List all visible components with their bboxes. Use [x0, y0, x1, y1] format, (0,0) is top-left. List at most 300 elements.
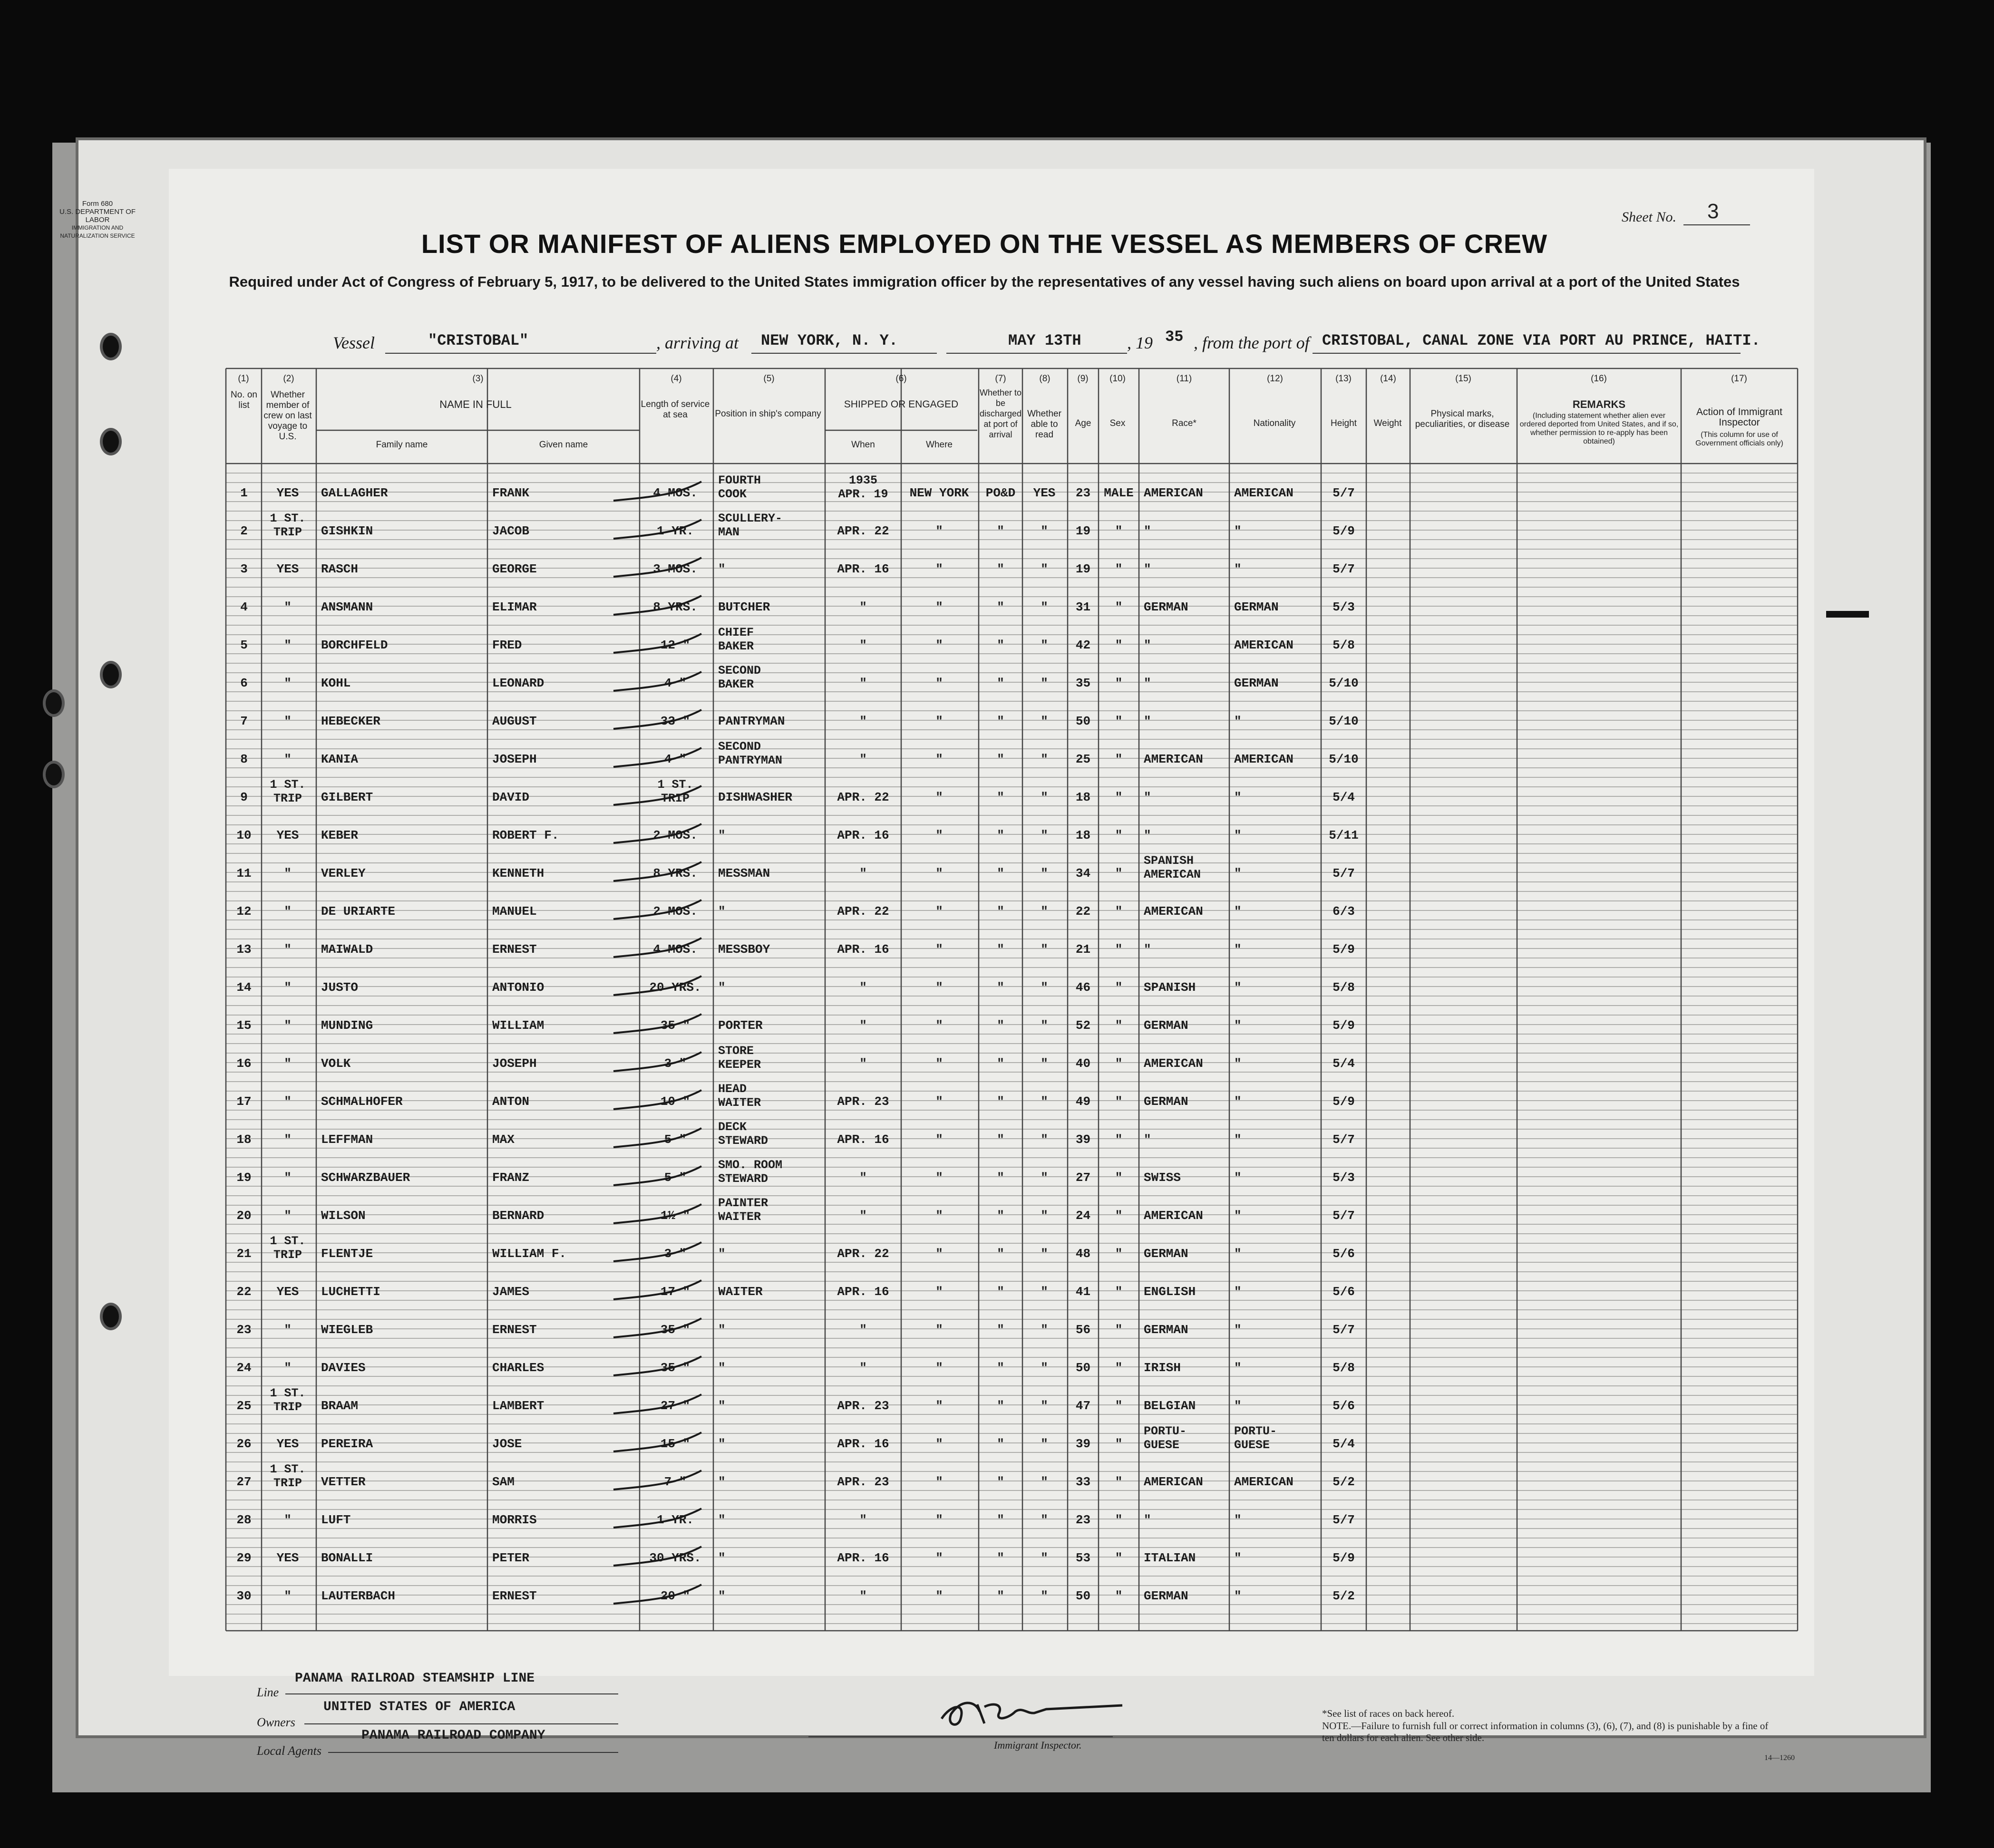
- row-number: 26: [236, 1437, 252, 1451]
- given-name: FRED: [492, 638, 522, 652]
- position: ": [718, 828, 726, 842]
- height: 5/9: [1333, 1018, 1355, 1033]
- given-name: FRANZ: [492, 1171, 530, 1185]
- nationality: PORTU- GUESE: [1234, 1424, 1277, 1452]
- nationality: ": [1234, 1171, 1242, 1185]
- height: 5/7: [1333, 1513, 1355, 1527]
- position: ": [718, 1361, 726, 1375]
- shipped-when: APR. 16: [837, 828, 889, 842]
- sex: ": [1115, 1437, 1123, 1451]
- check-mark: [604, 516, 709, 549]
- nationality: ": [1234, 524, 1242, 538]
- col-header-race: Race*: [1172, 418, 1196, 428]
- position: ": [718, 1589, 726, 1603]
- given-name: ERNEST: [492, 1589, 537, 1603]
- row-number: 29: [236, 1551, 252, 1565]
- row-number: 20: [236, 1209, 252, 1223]
- height: 5/10: [1329, 676, 1359, 690]
- shipped-when: APR. 16: [837, 1285, 889, 1299]
- height: 5/3: [1333, 600, 1355, 614]
- service-length: 4 ": [664, 676, 687, 690]
- sex: ": [1115, 1018, 1123, 1033]
- nationality: ": [1234, 866, 1242, 880]
- service-length: 1 YR.: [656, 1513, 694, 1527]
- family-name: KEBER: [321, 828, 359, 842]
- position: DISHWASHER: [718, 790, 793, 804]
- service-length: 8 YRS.: [653, 600, 698, 614]
- able-to-read: ": [1041, 676, 1048, 690]
- discharged: ": [997, 714, 1004, 728]
- check-mark: [604, 1238, 709, 1272]
- service-length: 35 ": [660, 1361, 691, 1375]
- from-port: CRISTOBAL, CANAL ZONE VIA PORT AU PRINCE, HAITI.: [1322, 332, 1761, 349]
- col-header-no: No. on list: [231, 390, 257, 410]
- given-name: JACOB: [492, 524, 530, 538]
- height: 5/7: [1333, 866, 1355, 880]
- sex: ": [1115, 1551, 1123, 1565]
- nationality: ": [1234, 790, 1242, 804]
- family-name: VOLK: [321, 1056, 351, 1071]
- col-header-weight: Weight: [1373, 418, 1402, 428]
- given-name: LAMBERT: [492, 1399, 545, 1413]
- shipped-where: ": [935, 866, 943, 880]
- sex: MALE: [1104, 486, 1134, 500]
- family-name: VETTER: [321, 1475, 366, 1489]
- row-number: 27: [236, 1475, 252, 1489]
- race: ENGLISH: [1144, 1285, 1196, 1299]
- race: AMERICAN: [1144, 1475, 1203, 1489]
- sex: ": [1115, 1247, 1123, 1261]
- height: 5/9: [1333, 942, 1355, 957]
- col-header-shipped: SHIPPED OR ENGAGED: [844, 399, 959, 410]
- col-header-remarks-note: (Including statement whether alien ever ordered deported from United States, and if so, whether permission to re-apply has been obtained): [1519, 412, 1679, 445]
- owners: UNITED STATES OF AMERICA: [323, 1700, 516, 1714]
- race: AMERICAN: [1144, 1056, 1203, 1071]
- prev-voyage: ": [284, 1323, 292, 1337]
- given-name: BERNARD: [492, 1209, 545, 1223]
- shipped-where: ": [935, 942, 943, 957]
- discharged: ": [997, 790, 1004, 804]
- vessel-label: Vessel: [333, 333, 375, 352]
- family-name: SCHMALHOFER: [321, 1094, 403, 1109]
- check-mark: [604, 1581, 709, 1614]
- family-name: BONALLI: [321, 1551, 373, 1565]
- family-name: JUSTO: [321, 980, 359, 995]
- given-name: WILLIAM F.: [492, 1247, 567, 1261]
- service-length: 20 YRS.: [649, 980, 701, 995]
- inspector-label: Immigrant Inspector.: [994, 1739, 1082, 1751]
- check-mark: [604, 1429, 709, 1462]
- prev-voyage: ": [284, 904, 292, 919]
- column-number: (1): [238, 374, 249, 384]
- able-to-read: ": [1041, 1247, 1048, 1261]
- race: ": [1144, 676, 1151, 690]
- discharged: ": [997, 676, 1004, 690]
- able-to-read: ": [1041, 714, 1048, 728]
- col-header-height: Height: [1331, 418, 1357, 428]
- position: STORE KEEPER: [718, 1044, 761, 1072]
- nationality: ": [1234, 1018, 1242, 1033]
- family-name: FLENTJE: [321, 1247, 373, 1261]
- row-number: 7: [240, 714, 248, 728]
- family-name: HEBECKER: [321, 714, 380, 728]
- age: 53: [1075, 1551, 1091, 1565]
- check-mark: [604, 706, 709, 739]
- shipped-when: APR. 16: [837, 1132, 889, 1147]
- column-number: (13): [1335, 374, 1352, 384]
- col-header-service: Length of service at sea: [641, 399, 710, 420]
- given-name: JOSEPH: [492, 752, 537, 766]
- col-header-inspector-action: Action of Immigrant Inspector: [1696, 406, 1782, 428]
- shipped-when: ": [859, 1589, 867, 1603]
- row-number: 17: [236, 1094, 252, 1109]
- age: 27: [1075, 1171, 1091, 1185]
- col-header-family: Family name: [376, 440, 428, 450]
- family-name: DAVIES: [321, 1361, 366, 1375]
- check-mark: [604, 972, 709, 1006]
- prev-voyage: 1 ST. TRIP: [270, 778, 306, 805]
- race: ": [1144, 942, 1151, 957]
- discharged: PO&D: [985, 486, 1016, 500]
- row-number: 2: [240, 524, 248, 538]
- family-name: SCHWARZBAUER: [321, 1171, 410, 1185]
- service-length: 2 MOS.: [653, 828, 698, 842]
- column-number: (6): [895, 374, 907, 384]
- position: SECOND BAKER: [718, 664, 761, 691]
- shipped-where: ": [935, 1056, 943, 1071]
- row-number: 15: [236, 1018, 252, 1033]
- shipped-when: ": [859, 1171, 867, 1185]
- row-number: 24: [236, 1361, 252, 1375]
- given-name: MORRIS: [492, 1513, 537, 1527]
- discharged: ": [997, 1399, 1004, 1413]
- nationality: ": [1234, 1323, 1242, 1337]
- family-name: VERLEY: [321, 866, 366, 880]
- height: 5/7: [1333, 1323, 1355, 1337]
- check-mark: [604, 554, 709, 587]
- prev-voyage: ": [284, 676, 292, 690]
- given-name: DAVID: [492, 790, 530, 804]
- prev-voyage: YES: [276, 562, 299, 576]
- race: BELGIAN: [1144, 1399, 1196, 1413]
- column-number: (16): [1591, 374, 1607, 384]
- row-number: 13: [236, 942, 252, 957]
- shipped-when: ": [859, 1323, 867, 1337]
- family-name: MAIWALD: [321, 942, 373, 957]
- service-length: 20 ": [660, 1589, 691, 1603]
- position: FOURTH COOK: [718, 474, 761, 501]
- nationality: ": [1234, 1094, 1242, 1109]
- height: 5/10: [1329, 714, 1359, 728]
- age: 18: [1075, 790, 1091, 804]
- age: 39: [1075, 1437, 1091, 1451]
- shipped-where: ": [935, 1285, 943, 1299]
- position: PAINTER WAITER: [718, 1196, 768, 1224]
- able-to-read: ": [1041, 1589, 1048, 1603]
- race: ": [1144, 638, 1151, 652]
- prev-voyage: ": [284, 1589, 292, 1603]
- shipped-where: ": [935, 904, 943, 919]
- given-name: PETER: [492, 1551, 530, 1565]
- prev-voyage: ": [284, 1056, 292, 1071]
- check-mark: [604, 1391, 709, 1424]
- height: 5/9: [1333, 1094, 1355, 1109]
- nationality: ": [1234, 1513, 1242, 1527]
- height: 5/7: [1333, 1209, 1355, 1223]
- prev-voyage: ": [284, 1361, 292, 1375]
- height: 5/8: [1333, 980, 1355, 995]
- column-number: (2): [283, 374, 294, 384]
- shipped-where: ": [935, 1094, 943, 1109]
- nationality: ": [1234, 1399, 1242, 1413]
- column-number: (14): [1380, 374, 1396, 384]
- height: 5/2: [1333, 1475, 1355, 1489]
- given-name: SAM: [492, 1475, 515, 1489]
- row-number: 18: [236, 1132, 252, 1147]
- arriving-label: , arriving at: [656, 333, 739, 352]
- family-name: MUNDING: [321, 1018, 373, 1033]
- line-label: Line: [257, 1685, 279, 1699]
- column-number: (15): [1455, 374, 1471, 384]
- check-mark: [604, 1124, 709, 1158]
- family-name: DE URIARTE: [321, 904, 396, 919]
- discharged: ": [997, 1361, 1004, 1375]
- inspector-signature: [932, 1685, 1179, 1738]
- given-name: MAX: [492, 1132, 515, 1147]
- sex: ": [1115, 942, 1123, 957]
- sex: ": [1115, 752, 1123, 766]
- shipped-where: ": [935, 828, 943, 842]
- discharged: ": [997, 1171, 1004, 1185]
- check-mark: [604, 1543, 709, 1576]
- service-length: 35 ": [660, 1323, 691, 1337]
- able-to-read: ": [1041, 980, 1048, 995]
- prev-voyage: ": [284, 1132, 292, 1147]
- position: PANTRYMAN: [718, 714, 785, 728]
- shipped-where: ": [935, 714, 943, 728]
- able-to-read: ": [1041, 1551, 1048, 1565]
- col-header-given: Given name: [539, 440, 588, 450]
- height: 5/3: [1333, 1171, 1355, 1185]
- discharged: ": [997, 1132, 1004, 1147]
- shipped-when: APR. 23: [837, 1094, 889, 1109]
- position: CHIEF BAKER: [718, 626, 754, 653]
- age: 50: [1075, 714, 1091, 728]
- discharged: ": [997, 980, 1004, 995]
- col-header-read: Whether able to read: [1027, 409, 1061, 440]
- discharged: ": [997, 904, 1004, 919]
- height: 6/3: [1333, 904, 1355, 919]
- shipped-when: ": [859, 752, 867, 766]
- row-number: 12: [236, 904, 252, 919]
- race: GERMAN: [1144, 1589, 1188, 1603]
- row-number: 3: [240, 562, 248, 576]
- service-length: 17 ": [660, 1285, 691, 1299]
- age: 22: [1075, 904, 1091, 919]
- race: PORTU- GUESE: [1144, 1424, 1187, 1452]
- race: SPANISH AMERICAN: [1144, 854, 1201, 881]
- age: 56: [1075, 1323, 1091, 1337]
- form-code: 14—1260: [1764, 1754, 1795, 1762]
- col-header-discharged: Whether to be discharged at port of arrival: [979, 388, 1022, 439]
- position: SCULLERY- MAN: [718, 512, 783, 539]
- height: 5/6: [1333, 1399, 1355, 1413]
- prev-voyage: 1 ST. TRIP: [270, 1386, 306, 1414]
- shipped-where: ": [935, 1018, 943, 1033]
- race: AMERICAN: [1144, 486, 1203, 500]
- race: ": [1144, 1132, 1151, 1147]
- nationality: AMERICAN: [1234, 752, 1294, 766]
- position: MESSBOY: [718, 942, 770, 957]
- shipped-where: ": [935, 676, 943, 690]
- service-length: 35 ": [660, 1018, 691, 1033]
- age: 41: [1075, 1285, 1091, 1299]
- year-suffix: 35: [1165, 328, 1184, 346]
- row-number: 21: [236, 1247, 252, 1261]
- prev-voyage: ": [284, 942, 292, 957]
- discharged: ": [997, 1285, 1004, 1299]
- family-name: LEFFMAN: [321, 1132, 373, 1147]
- sheet-label: Sheet No.: [1622, 209, 1676, 225]
- given-name: ROBERT F.: [492, 828, 559, 842]
- service-length: 33 ": [660, 714, 691, 728]
- nationality: ": [1234, 714, 1242, 728]
- shipped-when: APR. 16: [837, 562, 889, 576]
- service-length: 4 MOS.: [653, 942, 698, 957]
- race: ": [1144, 524, 1151, 538]
- discharged: ": [997, 942, 1004, 957]
- discharged: ": [997, 638, 1004, 652]
- col-header-when: When: [851, 440, 875, 450]
- position: ": [718, 1247, 726, 1261]
- able-to-read: ": [1041, 524, 1048, 538]
- owners-label: Owners: [257, 1715, 295, 1729]
- document-subtitle: Required under Act of Congress of February 5, 1917, to be delivered to the United States immigration officer by the representatives of any vessel having such aliens on board upon arrival at a port of the United States: [229, 273, 1740, 290]
- check-mark: [604, 1315, 709, 1348]
- document-title: LIST OR MANIFEST OF ALIENS EMPLOYED ON THE VESSEL AS MEMBERS OF CREW: [421, 229, 1548, 259]
- able-to-read: ": [1041, 1475, 1048, 1489]
- shipped-where: ": [935, 980, 943, 995]
- shipped-where: NEW YORK: [909, 486, 969, 500]
- column-number: (9): [1077, 374, 1089, 384]
- sex: ": [1115, 1323, 1123, 1337]
- given-name: CHARLES: [492, 1361, 545, 1375]
- discharged: ": [997, 1589, 1004, 1603]
- age: 50: [1075, 1589, 1091, 1603]
- shipped-where: ": [935, 1323, 943, 1337]
- column-number: (7): [995, 374, 1006, 384]
- discharged: ": [997, 828, 1004, 842]
- race: ": [1144, 790, 1151, 804]
- able-to-read: ": [1041, 942, 1048, 957]
- age: 25: [1075, 752, 1091, 766]
- position: ": [718, 1475, 726, 1489]
- family-name: RASCH: [321, 562, 359, 576]
- shipped-when: APR. 16: [837, 1551, 889, 1565]
- check-mark: [604, 1162, 709, 1196]
- prev-voyage: 1 ST. TRIP: [270, 1234, 306, 1262]
- shipped-when: ": [859, 1209, 867, 1223]
- discharged: ": [997, 524, 1004, 538]
- shipped-where: ": [935, 600, 943, 614]
- position: ": [718, 1551, 726, 1565]
- column-number: (10): [1109, 374, 1126, 384]
- row-number: 6: [240, 676, 248, 690]
- race: AMERICAN: [1144, 1209, 1203, 1223]
- able-to-read: ": [1041, 562, 1048, 576]
- able-to-read: ": [1041, 1094, 1048, 1109]
- check-mark: [604, 1505, 709, 1538]
- prev-voyage: ": [284, 714, 292, 728]
- arrival-date: MAY 13TH: [1008, 332, 1081, 349]
- check-mark: [604, 592, 709, 625]
- discharged: ": [997, 1247, 1004, 1261]
- nationality: AMERICAN: [1234, 1475, 1294, 1489]
- sex: ": [1115, 1056, 1123, 1071]
- prev-voyage: ": [284, 1094, 292, 1109]
- shipped-where: ": [935, 638, 943, 652]
- race: GERMAN: [1144, 1323, 1188, 1337]
- col-header-name: NAME IN FULL: [439, 398, 512, 410]
- able-to-read: ": [1041, 790, 1048, 804]
- sex: ": [1115, 600, 1123, 614]
- shipped-where: ": [935, 1361, 943, 1375]
- given-name: JOSE: [492, 1437, 522, 1451]
- position: SECOND PANTRYMAN: [718, 740, 783, 767]
- nationality: ": [1234, 1209, 1242, 1223]
- row-number: 9: [240, 790, 248, 804]
- row-number: 4: [240, 600, 248, 614]
- nationality: AMERICAN: [1234, 638, 1294, 652]
- column-number: (4): [671, 374, 682, 384]
- column-number: (11): [1176, 374, 1192, 384]
- row-number: 22: [236, 1285, 252, 1299]
- sex: ": [1115, 904, 1123, 919]
- row-number: 25: [236, 1399, 252, 1413]
- nationality: ": [1234, 1132, 1242, 1147]
- able-to-read: ": [1041, 1323, 1048, 1337]
- sex: ": [1115, 1361, 1123, 1375]
- shipped-when: APR. 23: [837, 1399, 889, 1413]
- check-mark: [604, 744, 709, 777]
- service-length: 1½ ": [660, 1209, 691, 1223]
- year-prefix: , 19: [1127, 333, 1153, 352]
- able-to-read: ": [1041, 1209, 1048, 1223]
- able-to-read: ": [1041, 1361, 1048, 1375]
- family-name: PEREIRA: [321, 1437, 373, 1451]
- nationality: ": [1234, 562, 1242, 576]
- form-id: Form 680 U.S. DEPARTMENT OF LABOR IMMIGRATION AND NATURALIZATION SERVICE: [59, 200, 136, 239]
- prev-voyage: ": [284, 1513, 292, 1527]
- height: 5/6: [1333, 1285, 1355, 1299]
- able-to-read: ": [1041, 1171, 1048, 1185]
- column-number: (8): [1039, 374, 1050, 384]
- age: 47: [1075, 1399, 1091, 1413]
- nationality: AMERICAN: [1234, 486, 1294, 500]
- height: 5/8: [1333, 1361, 1355, 1375]
- given-name: ELIMAR: [492, 600, 537, 614]
- given-name: AUGUST: [492, 714, 537, 728]
- steamship-line: PANAMA RAILROAD STEAMSHIP LINE: [295, 1671, 535, 1686]
- age: 42: [1075, 638, 1091, 652]
- shipped-when: ": [859, 676, 867, 690]
- race: AMERICAN: [1144, 904, 1203, 919]
- discharged: ": [997, 1056, 1004, 1071]
- position: ": [718, 562, 726, 576]
- nationality: ": [1234, 1589, 1242, 1603]
- row-number: 30: [236, 1589, 252, 1603]
- discharged: ": [997, 1475, 1004, 1489]
